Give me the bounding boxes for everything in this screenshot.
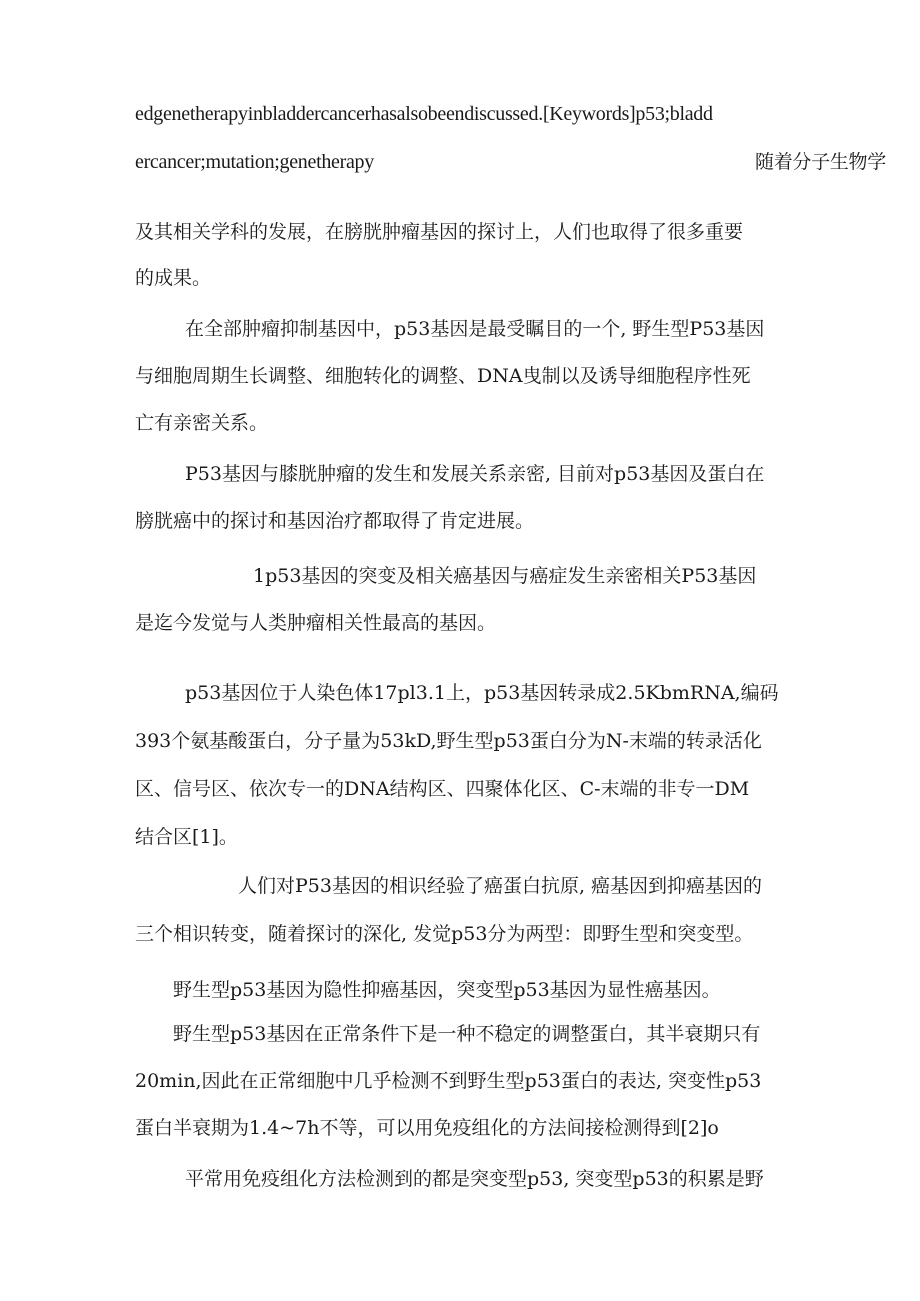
text-line: 结合区[1]。 [135, 826, 238, 848]
text-line: 393个氨基酸蛋白，分子量为53kD,野生型p53蛋白分为N-末端的转录活化 [135, 730, 762, 752]
text-line: 的成果。 [135, 267, 212, 289]
section-start-text: 随着分子生物学 [755, 151, 886, 173]
text-line: 三个相识转变，随着探讨的深化, 发觉p53分为两型：即野生型和突变型。 [135, 923, 754, 945]
text-line-abstract-1: edgenetherapyinbladdercancerhasalsobeendiscussed.[Keywords]p53;bladd [135, 103, 713, 125]
text-line: 亡有亲密关系。 [135, 412, 269, 434]
paragraph-first-line: 在全部肿瘤抑制基因中，p53基因是最受瞩目的一个, 野生型P53基因 [185, 318, 765, 340]
text-line: 20min,因此在正常细胞中几乎检测不到野生型p53蛋白的表达, 突变性p53 [135, 1070, 762, 1092]
text-line: 与细胞周期生长调整、细胞转化的调整、DNA曳制以及诱导细胞程序性死 [135, 365, 751, 387]
text-line: 是迄今发觉与人类肿瘤相关性最高的基因。 [135, 612, 497, 634]
paragraph-first-line: p53基因位于人染色体17pl3.1上，p53基因转录成2.5KbmRNA,编码 [185, 682, 779, 704]
paragraph-first-line: 野生型p53基因在正常条件下是一种不稳定的调整蛋白，其半衰期只有 [173, 1023, 761, 1045]
paragraph-first-line: 平常用免疫组化方法检测到的都是突变型p53, 突变型p53的积累是野 [185, 1168, 764, 1190]
paragraph-first-line: 野生型p53基因为隐性抑癌基因，突变型p53基因为显性癌基因。 [173, 979, 721, 1001]
section-heading-line: 1p53基因的突变及相关癌基因与癌症发生亲密相关P53基因 [253, 565, 757, 587]
paragraph-first-line: 人们对P53基因的相识经验了癌蛋白抗原, 癌基因到抑癌基因的 [238, 875, 763, 897]
text-line: 及其相关学科的发展，在膀胱肿瘤基因的探讨上，人们也取得了很多重要 [135, 221, 744, 243]
keywords-tail: ercancer;mutation;genetherapy [135, 151, 374, 173]
text-line: 蛋白半衰期为1.4~7h不等，可以用免疫组化的方法间接检测得到[2]o [135, 1117, 719, 1139]
text-line-abstract-2 [135, 150, 886, 174]
text-line: 膀胱癌中的探讨和基因治疗都取得了肯定进展。 [135, 510, 535, 532]
text-line: 区、信号区、依次专一的DNA结构区、四聚体化区、C-末端的非专一DM [135, 778, 750, 800]
paragraph-first-line: P53基因与膝胱肿瘤的发生和发展关系亲密, 目前对p53基因及蛋白在 [185, 463, 765, 485]
